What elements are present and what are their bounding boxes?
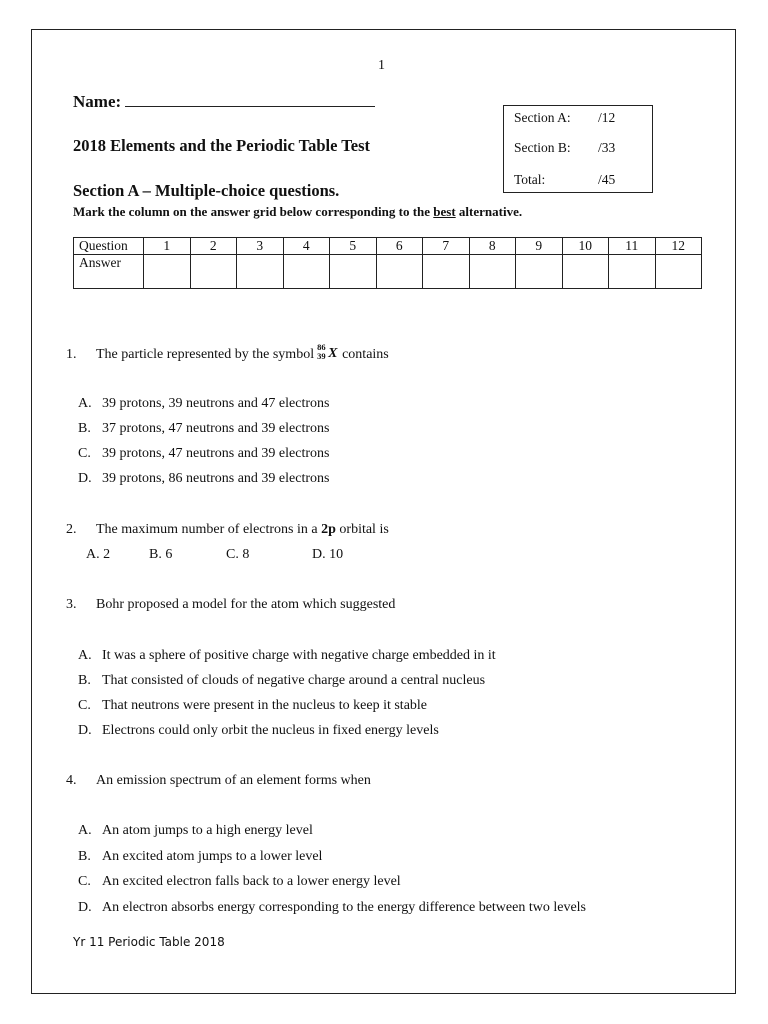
nuclide-symbol: [317, 342, 339, 365]
question-number-cell: 5: [330, 238, 377, 255]
option-4b[interactable]: [78, 849, 322, 865]
instruction-emphasis: best: [433, 204, 456, 219]
option-letter: A.: [78, 823, 92, 838]
answer-cell-6[interactable]: [376, 255, 423, 289]
option-letter: B.: [78, 421, 91, 436]
score-row-section-a: [514, 110, 615, 126]
score-row-total: [514, 172, 615, 188]
answer-cell-5[interactable]: [330, 255, 377, 289]
page-footer: Yr 11 Periodic Table 2018: [73, 935, 225, 949]
option-text: That neutrons were present in the nucleus to keep it stable: [102, 698, 428, 713]
answer-row-label: Answer: [74, 255, 144, 289]
option-2c[interactable]: [226, 547, 249, 563]
option-text: Electrons could only orbit the nucleus in fixed energy levels: [102, 723, 439, 738]
question-number-cell: 11: [609, 238, 656, 255]
instruction-text: Mark the column on the answer grid below corresponding to the: [73, 204, 434, 219]
question-text: Bohr proposed a model for the atom which suggested: [96, 597, 396, 612]
atomic-number: 39: [317, 351, 326, 361]
question-text: The maximum number of electrons in a: [96, 522, 322, 537]
score-label: Total:: [514, 172, 546, 187]
question-number-cell: 10: [562, 238, 609, 255]
name-label: Name:: [73, 92, 122, 111]
option-text: 6: [165, 547, 173, 562]
score-value: /45: [598, 172, 616, 187]
question-number-cell: 8: [469, 238, 516, 255]
option-1b[interactable]: [78, 421, 329, 437]
answer-cell-10[interactable]: [562, 255, 609, 289]
option-2a[interactable]: [86, 547, 110, 563]
answer-cell-8[interactable]: [469, 255, 516, 289]
option-1a[interactable]: [78, 396, 329, 412]
question-number-cell: 7: [423, 238, 470, 255]
question-text: An emission spectrum of an element forms when: [96, 773, 371, 788]
option-letter: A.: [78, 396, 92, 411]
option-4c[interactable]: [78, 874, 401, 890]
option-3c[interactable]: [78, 698, 427, 714]
option-text: 10: [329, 547, 344, 562]
score-label: Section B:: [514, 140, 571, 155]
option-letter: C.: [78, 698, 91, 713]
option-letter: A.: [86, 547, 100, 562]
answer-cell-11[interactable]: [609, 255, 656, 289]
name-blank-line[interactable]: [125, 92, 375, 107]
answer-cell-1[interactable]: [144, 255, 191, 289]
question-number-cell: 2: [190, 238, 237, 255]
question-number: 1.: [66, 347, 77, 363]
option-2d[interactable]: [312, 547, 343, 563]
option-text: 37 protons, 47 neutrons and 39 electrons: [102, 421, 330, 436]
answer-cell-12[interactable]: [655, 255, 702, 289]
option-3a[interactable]: [78, 648, 496, 664]
option-letter: D.: [78, 723, 92, 738]
page-number: 1: [378, 58, 385, 73]
option-text: That consisted of clouds of negative charge around a central nucleus: [102, 673, 486, 688]
option-3b[interactable]: [78, 673, 485, 689]
option-text: An excited atom jumps to a lower level: [102, 849, 323, 864]
option-letter: C.: [226, 547, 239, 562]
option-letter: C.: [78, 446, 91, 461]
option-text: 39 protons, 86 neutrons and 39 electrons: [102, 471, 330, 486]
option-text: 39 protons, 39 neutrons and 47 electrons: [102, 396, 330, 411]
score-label: Section A:: [514, 110, 571, 125]
element-letter: X: [328, 346, 338, 361]
option-text: An electron absorbs energy corresponding to the energy difference between two levels: [102, 900, 586, 915]
answer-cell-7[interactable]: [423, 255, 470, 289]
option-4a[interactable]: [78, 823, 313, 839]
question-text: The particle represented by the symbol: [96, 347, 315, 363]
answer-cell-4[interactable]: [283, 255, 330, 289]
answer-cell-3[interactable]: [237, 255, 284, 289]
option-1d[interactable]: [78, 471, 329, 487]
option-letter: C.: [78, 874, 91, 889]
name-field: [73, 92, 375, 112]
question-row-label: Question: [74, 238, 144, 255]
question-number: 2.: [66, 522, 77, 537]
score-box: [503, 105, 653, 193]
option-text: 39 protons, 47 neutrons and 39 electrons: [102, 446, 330, 461]
score-row-section-b: [514, 140, 615, 156]
question-number-cell: 9: [516, 238, 563, 255]
instruction-text-end: alternative.: [455, 204, 523, 219]
option-letter: B.: [78, 673, 91, 688]
question-text-end: orbital is: [335, 522, 389, 537]
question-number-cell: 1: [144, 238, 191, 255]
question-1: [66, 342, 389, 365]
question-number-cell: 4: [283, 238, 330, 255]
score-value: /33: [598, 140, 616, 155]
question-4: [66, 773, 371, 789]
score-value: /12: [598, 110, 616, 125]
answer-cell-2[interactable]: [190, 255, 237, 289]
option-text: 2: [103, 547, 111, 562]
question-text-bold: 2p: [321, 522, 336, 537]
section-a-instruction: [73, 204, 522, 220]
question-text-end: contains: [342, 347, 389, 363]
question-3: [66, 597, 395, 613]
option-text: It was a sphere of positive charge with negative charge embedded in it: [102, 648, 496, 663]
answer-cell-9[interactable]: [516, 255, 563, 289]
answer-grid-answer-row: [74, 255, 702, 289]
question-number-cell: 12: [655, 238, 702, 255]
option-1c[interactable]: [78, 446, 329, 462]
question-number-cell: 6: [376, 238, 423, 255]
option-text: An atom jumps to a high energy level: [102, 823, 313, 838]
question-number: 3.: [66, 597, 77, 612]
option-3d[interactable]: [78, 723, 439, 739]
question-number-cell: 3: [237, 238, 284, 255]
question-2: [66, 522, 389, 538]
test-title: 2018 Elements and the Periodic Table Test: [73, 136, 371, 155]
option-letter: D.: [78, 471, 92, 486]
option-2b[interactable]: [149, 547, 172, 563]
option-letter: D.: [312, 547, 326, 562]
answer-grid-question-row: [74, 238, 702, 255]
option-text: 8: [242, 547, 250, 562]
question-number: 4.: [66, 773, 77, 788]
answer-grid: [73, 237, 702, 289]
option-text: An excited electron falls back to a lower energy level: [102, 874, 401, 889]
option-letter: D.: [78, 900, 92, 915]
option-4d[interactable]: [78, 900, 586, 916]
section-a-heading: Section A – Multiple-choice questions.: [73, 181, 340, 200]
option-letter: B.: [78, 849, 91, 864]
option-letter: B.: [149, 547, 162, 562]
option-letter: A.: [78, 648, 92, 663]
mass-number: 86: [317, 342, 326, 352]
